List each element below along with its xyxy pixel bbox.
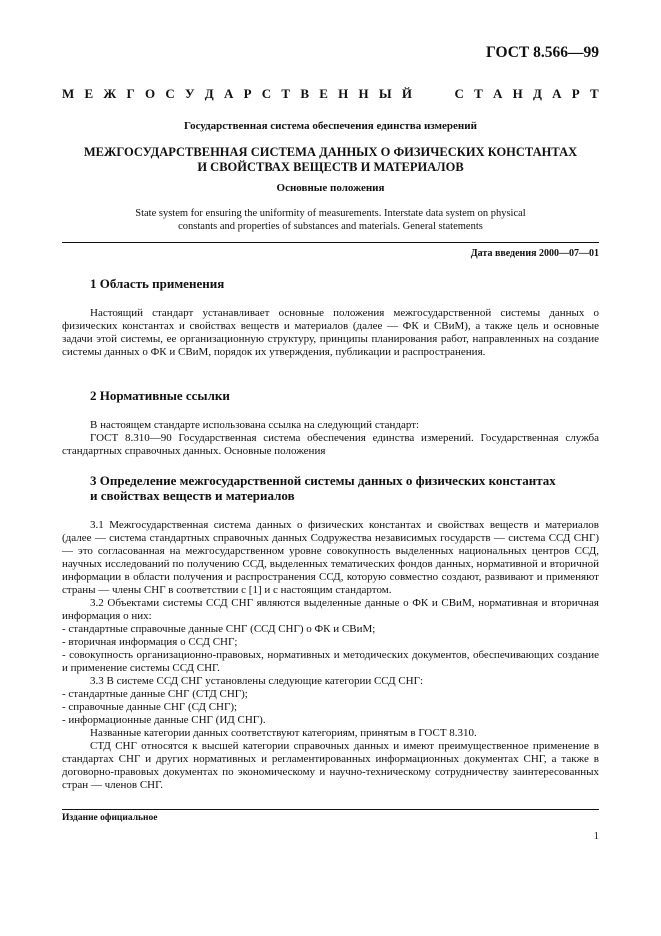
section-1-heading: 1 Область применения bbox=[90, 276, 225, 291]
section-2-body bbox=[62, 419, 599, 458]
banner-letter: Р bbox=[243, 86, 252, 101]
paragraph: 3.1 Межгосударственная система данных о физических константах и свойствах веществ и материалов (далее — система стандартных справочных данных Содружества независимых государств — система ССД СНГ) — это согласованная на межгосударственном уровне совокупность выделенных национальных центров ССД, научных исследований по получению ССД, выделенных тематических фондов данных, нормативной и вторичной информации в области получения и распространения ССД, которую совместно создают, развивают и применяют страны — члены СНГ в соответствии с [1] и с настоящим стандартом. bbox=[62, 519, 599, 596]
banner-letter: Р bbox=[571, 86, 580, 101]
section-3-heading-line: и свойствах веществ и материалов bbox=[90, 488, 295, 503]
banner-letter: Т bbox=[474, 86, 483, 101]
list-item: - справочные данные СНГ (СД СНГ); bbox=[62, 701, 238, 713]
list-item: - вторичная информация о ССД СНГ; bbox=[62, 636, 238, 648]
paragraph: СТД СНГ относятся к высшей категории справочных данных и имеют преимущественное применение в стандартах СНГ и других нормативных и регламентированных информационных документах СНГ, а также в договорно-правовых документах по экономическому и научно-техническому сотрудничеству заинтересованных стран — членов СНГ. bbox=[62, 740, 599, 791]
document-title-line: МЕЖГОСУДАРСТВЕННАЯ СИСТЕМА ДАННЫХ О ФИЗИЧЕСКИХ КОНСТАНТАХ bbox=[83, 145, 578, 159]
standard-type-banner bbox=[62, 86, 599, 102]
paragraph: Настоящий стандарт устанавливает основные положения межгосударственной системы данных о физических константах и свойствах веществ и материалов (далее — ФК и СВиМ), а также цель и основные задачи этой системы, ее организационную структуру, принципы планирования работ, направленных на создание системы данных о ФК и СВиМ, порядок их утверждения, публикации и распространения. bbox=[62, 307, 599, 358]
banner-word-gap bbox=[422, 86, 444, 102]
title-divider bbox=[62, 242, 599, 243]
paragraph: Названные категории данных соответствуют категориям, принятым в ГОСТ 8.310. bbox=[90, 727, 477, 739]
banner-letter: Е bbox=[319, 86, 328, 101]
banner-letter: Т bbox=[589, 86, 599, 101]
banner-letter: С bbox=[454, 86, 464, 101]
list-item: - стандартные справочные данные СНГ (ССД СНГ) о ФК и СВиМ; bbox=[62, 623, 376, 635]
list-item: - стандартные данные СНГ (СТД СНГ); bbox=[62, 688, 248, 700]
banner-letter: Е bbox=[84, 86, 94, 101]
section-3-heading bbox=[90, 473, 599, 503]
system-name-line: Государственная система обеспечения единства измерений bbox=[184, 120, 477, 132]
banner-letter: Ж bbox=[103, 86, 117, 101]
paragraph: 3.2 Объектами системы ССД СНГ являются выделенные данные о ФК и СВиМ, нормативная и вторичная информация о них: bbox=[62, 597, 599, 622]
banner-letter: Т bbox=[281, 86, 291, 101]
banner-letter: А bbox=[552, 86, 562, 101]
list-item: - информационные данные СНГ (ИД СНГ). bbox=[62, 714, 266, 726]
banner-letter: В bbox=[300, 86, 309, 101]
banner-letter: У bbox=[185, 86, 195, 101]
document-subtitle: Основные положения bbox=[276, 182, 385, 194]
page-number: 1 bbox=[593, 831, 599, 842]
banner-letter: Н bbox=[512, 86, 523, 101]
list-item: - совокупность организационно-правовых, нормативных и методических документов, обеспечивающих создание и применение системы ССД СНГ. bbox=[62, 649, 599, 674]
paragraph: В настоящем стандарте использована ссылка на следующий стандарт: bbox=[90, 419, 420, 431]
banner-letter: Д bbox=[532, 86, 542, 101]
banner-letter: Г bbox=[126, 86, 135, 101]
banner-letter: Д bbox=[204, 86, 214, 101]
english-title bbox=[62, 207, 599, 233]
footer-divider bbox=[62, 809, 599, 810]
document-title-line: И СВОЙСТВАХ ВЕЩЕСТВ И МАТЕРИАЛОВ bbox=[197, 160, 464, 174]
banner-letter: М bbox=[62, 86, 75, 101]
banner-letter: Н bbox=[358, 86, 369, 101]
section-3-body bbox=[62, 519, 599, 792]
english-title-line: constants and properties of substances and materials. General statements bbox=[178, 221, 483, 232]
document-number: ГОСТ 8.566—99 bbox=[485, 44, 599, 61]
document-title bbox=[62, 145, 599, 175]
paragraph: ГОСТ 8.310—90 Государственная система обеспечения единства измерений. Государственная служба стандартных справочных данных. Основные положения bbox=[62, 432, 599, 457]
banner-letter: А bbox=[492, 86, 503, 101]
section-2-heading: 2 Нормативные ссылки bbox=[90, 388, 230, 403]
banner-letter: Н bbox=[338, 86, 349, 101]
edition-label: Издание официальное bbox=[62, 813, 158, 823]
paragraph: 3.3 В системе ССД СНГ установлены следующие категории ССД СНГ: bbox=[90, 675, 424, 687]
banner-letter: О bbox=[145, 86, 156, 101]
section-3-heading-line: 3 Определение межгосударственной системы данных о физических константах bbox=[90, 473, 556, 488]
banner-letter: Ы bbox=[378, 86, 392, 101]
introduction-date: Дата введения 2000—07—01 bbox=[470, 248, 599, 259]
english-title-line: State system for ensuring the uniformity of measurements. Interstate data system on physical bbox=[135, 208, 526, 219]
section-1-body bbox=[62, 307, 599, 359]
banner-letter: А bbox=[223, 86, 234, 101]
banner-letter: С bbox=[165, 86, 175, 101]
banner-letter: С bbox=[261, 86, 272, 101]
banner-letter: Й bbox=[401, 86, 412, 101]
